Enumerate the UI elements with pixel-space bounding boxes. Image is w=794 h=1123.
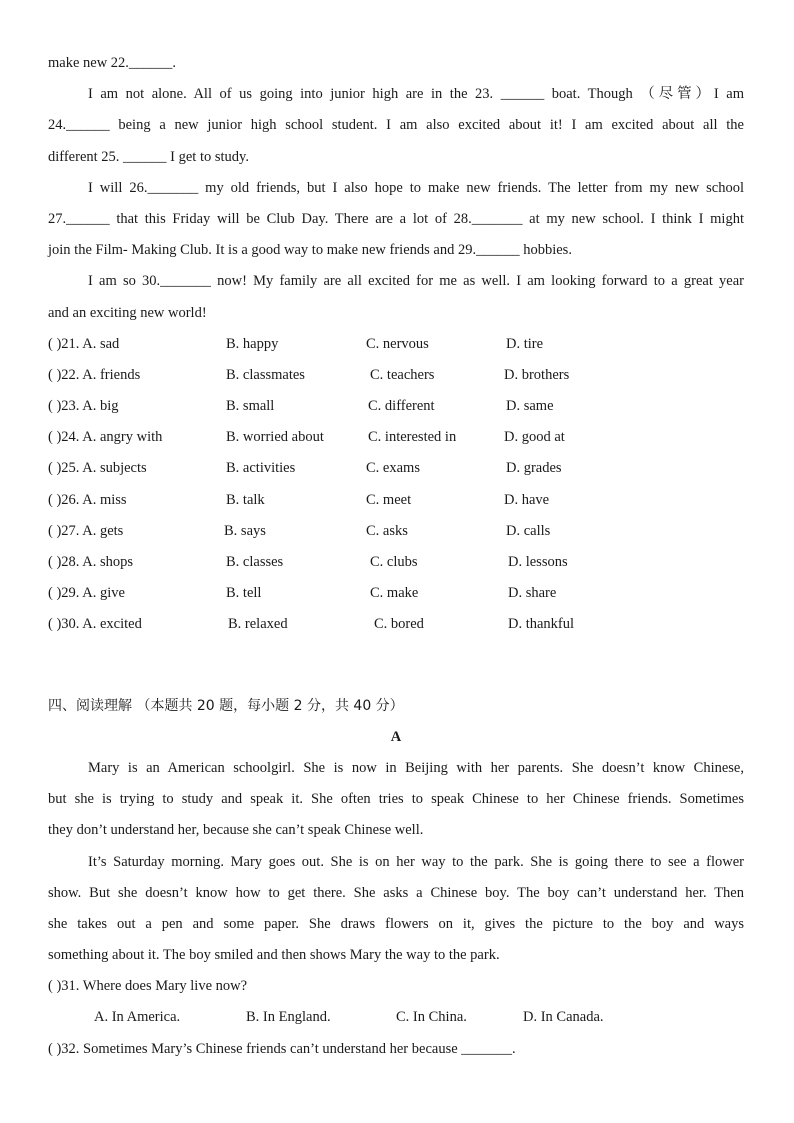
option-c: C. meet xyxy=(366,491,412,508)
option-a: A. In America. xyxy=(94,1009,181,1026)
question-stem: ( )28. A. shops xyxy=(48,554,133,570)
question-row xyxy=(48,547,744,578)
cloze-questions xyxy=(48,329,744,641)
passage-line: It’s Saturday morning. Mary goes out. She is on her way to the park. She is going there to see a flower xyxy=(88,853,744,870)
question-stem: ( )24. A. angry with xyxy=(48,429,163,446)
passage-line: she takes out a pen and some paper. She draws flowers on it, gives the picture to the boy and ways xyxy=(48,915,744,932)
question-row xyxy=(48,453,744,484)
option-b: B. says xyxy=(224,522,266,539)
option-c: C. nervous xyxy=(366,335,429,352)
passage-line: Mary is an American schoolgirl. She is now in Beijing with her parents. She doesn’t know Chinese, xyxy=(88,759,744,776)
option-d: D. calls xyxy=(506,522,551,539)
passage-line: I will 26._______ my old friends, but I also hope to make new friends. The letter from my new school xyxy=(88,179,744,196)
option-d: D. brothers xyxy=(504,366,570,383)
question-stem: ( )29. A. give xyxy=(48,585,125,602)
question-row xyxy=(48,422,744,453)
option-d: D. good at xyxy=(504,429,565,446)
cloze-passage xyxy=(48,48,744,329)
question-row xyxy=(48,516,744,547)
question-stem: ( )27. A. gets xyxy=(48,522,124,539)
option-b: B. relaxed xyxy=(228,616,288,633)
option-b: B. In England. xyxy=(246,1009,331,1026)
question-row xyxy=(48,391,744,422)
option-b: B. activities xyxy=(226,460,296,477)
passage-line: but she is trying to study and speak it. She often tries to speak Chinese to her Chinese friends. Sometimes xyxy=(48,791,744,808)
question-row xyxy=(48,578,744,609)
question-31: ( )31. Where does Mary live now? xyxy=(48,978,248,995)
option-c: C. In China. xyxy=(396,1009,467,1026)
question-stem: ( )25. A. subjects xyxy=(48,460,147,477)
question-stem: ( )21. A. sad xyxy=(48,335,120,352)
option-d: D. have xyxy=(504,491,550,508)
option-d: D. In Canada. xyxy=(523,1009,604,1026)
passage-line: something about it. The boy smiled and then shows Mary the way to the park. xyxy=(48,947,500,964)
passage-title: A xyxy=(390,728,402,745)
passage-line: I am not alone. All of us going into junior high are in the 23. ______ boat. Though （尽管）I am xyxy=(88,86,744,103)
option-b: B. worried about xyxy=(226,429,324,446)
option-c: C. clubs xyxy=(370,554,418,570)
question-stem: ( )23. A. big xyxy=(48,398,119,415)
option-d: D. grades xyxy=(506,460,562,477)
passage-line: different 25. ______ I get to study. xyxy=(48,148,249,165)
option-c: C. exams xyxy=(366,460,420,477)
option-b: B. tell xyxy=(226,585,262,602)
option-d: D. lessons xyxy=(508,554,568,570)
section-heading: 四、阅读理解 （本题共 20 题，每小题 2 分，共 40 分） xyxy=(48,697,404,714)
question-row xyxy=(48,609,744,640)
exam-page xyxy=(48,48,744,1065)
question-stem: ( )26. A. miss xyxy=(48,491,127,508)
question-stem: ( )22. A. friends xyxy=(48,366,141,383)
option-d: D. tire xyxy=(506,335,544,352)
option-c: C. interested in xyxy=(368,429,457,446)
option-c: C. make xyxy=(370,585,419,602)
option-d: D. same xyxy=(506,398,554,415)
passage-line: and an exciting new world! xyxy=(48,304,207,321)
passage-line: 24.______ being a new junior high school student. I am also excited about it! I am excited about all the xyxy=(48,117,744,134)
option-d: D. thankful xyxy=(508,616,575,633)
option-b: B. small xyxy=(226,398,275,415)
option-c: C. different xyxy=(368,398,435,415)
option-b: B. happy xyxy=(226,335,279,352)
question-row xyxy=(48,360,744,391)
question-31-options xyxy=(48,1002,744,1033)
passage-line: show. But she doesn’t know how to get there. She asks a Chinese boy. The boy can’t understand her. Then xyxy=(48,884,744,901)
option-b: B. talk xyxy=(226,491,265,508)
passage-line: join the Film- Making Club. It is a good way to make new friends and 29.______ hobbies. xyxy=(48,242,572,259)
question-row xyxy=(48,485,744,516)
option-b: B. classmates xyxy=(226,366,305,383)
reading-section xyxy=(48,691,744,1065)
option-c: C. bored xyxy=(374,616,424,633)
passage-line: make new 22.______. xyxy=(48,55,177,71)
question-row xyxy=(48,329,744,360)
option-c: C. asks xyxy=(366,522,408,539)
passage-line: they don’t understand her, because she can’t speak Chinese well. xyxy=(48,822,424,839)
option-b: B. classes xyxy=(226,554,284,570)
question-32: ( )32. Sometimes Mary’s Chinese friends can’t understand her because _______. xyxy=(48,1040,516,1057)
option-d: D. share xyxy=(508,585,557,602)
option-c: C. teachers xyxy=(370,366,435,383)
question-stem: ( )30. A. excited xyxy=(48,616,142,633)
passage-line: I am so 30._______ now! My family are all excited for me as well. I am looking forward to a great year xyxy=(88,273,744,290)
passage-line: 27.______ that this Friday will be Club Day. There are a lot of 28._______ at my new school. I think I might xyxy=(48,210,744,227)
